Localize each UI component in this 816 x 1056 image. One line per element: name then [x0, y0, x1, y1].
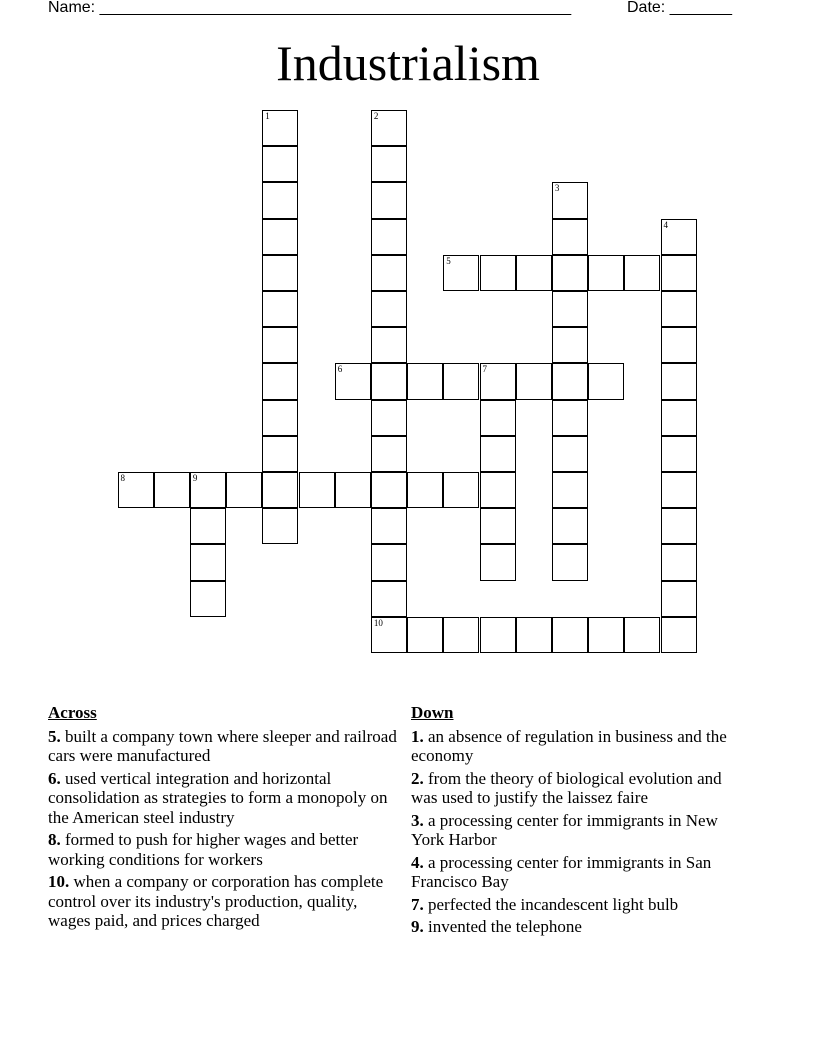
clue-text: a processing center for immigrants in San Francisco Bay	[411, 852, 712, 891]
grid-cell[interactable]	[552, 255, 588, 291]
grid-cell[interactable]	[661, 327, 697, 363]
cell-number: 2	[373, 111, 379, 121]
grid-cell[interactable]	[661, 508, 697, 544]
grid-cell[interactable]	[624, 255, 660, 291]
cell-number: 1	[265, 111, 270, 121]
clue-number: 6.	[48, 768, 61, 788]
grid-cell[interactable]	[588, 255, 624, 291]
grid-cell[interactable]	[299, 472, 335, 508]
grid-cell[interactable]	[480, 363, 516, 399]
clue-text: used vertical integration and horizontal consolidation as strategies to form a monopoly on the American steel industry	[48, 768, 388, 827]
grid-cell[interactable]	[190, 544, 226, 580]
date-field[interactable]: Date: _______	[627, 0, 732, 16]
clue-across-10	[48, 872, 398, 931]
clue-number: 8.	[48, 830, 61, 849]
grid-cell[interactable]	[262, 219, 298, 255]
grid-cell[interactable]	[226, 472, 262, 508]
grid-cell[interactable]	[262, 436, 298, 472]
clue-text: invented the telephone	[428, 917, 582, 936]
grid-cell[interactable]	[480, 472, 516, 508]
grid-cell[interactable]	[480, 544, 516, 580]
grid-cell[interactable]	[516, 255, 552, 291]
grid-cell[interactable]	[480, 617, 516, 653]
grid-cell[interactable]	[407, 363, 443, 399]
grid-cell[interactable]	[262, 400, 298, 436]
grid-cell[interactable]	[661, 544, 697, 580]
clue-across-8	[48, 830, 398, 869]
grid-cell[interactable]	[552, 219, 588, 255]
grid-cell[interactable]	[371, 363, 407, 399]
across-heading: Across	[48, 703, 97, 722]
clue-number: 7.	[411, 894, 424, 914]
grid-cell[interactable]	[443, 255, 479, 291]
clue-text: formed to push for higher wages and better working conditions for workers	[48, 830, 359, 869]
grid-cell[interactable]	[262, 255, 298, 291]
grid-cell[interactable]	[588, 363, 624, 399]
grid-cell[interactable]	[118, 472, 154, 508]
grid-cell[interactable]	[371, 291, 407, 327]
clue-text: built a company town where sleeper and railroad cars were manufactured	[48, 726, 397, 765]
clue-down-3	[411, 811, 751, 850]
grid-cell[interactable]	[335, 363, 371, 399]
grid-cell[interactable]	[552, 544, 588, 580]
clue-number: 4.	[411, 852, 424, 872]
grid-cell[interactable]	[480, 255, 516, 291]
cell-number: 3	[554, 183, 560, 194]
grid-cell[interactable]	[552, 400, 588, 436]
grid-cell[interactable]	[661, 617, 697, 653]
grid-cell[interactable]	[371, 581, 407, 617]
grid-cell[interactable]	[262, 182, 298, 218]
grid-cell[interactable]	[371, 617, 407, 653]
grid-cell[interactable]	[371, 255, 407, 291]
clue-number: 2.	[411, 768, 424, 788]
grid-cell[interactable]	[661, 400, 697, 436]
grid-cell[interactable]	[661, 581, 697, 617]
grid-cell[interactable]	[262, 146, 298, 182]
grid-cell[interactable]	[480, 508, 516, 544]
name-field[interactable]: Name: _____________________________________________________	[48, 0, 572, 16]
clue-across-6	[48, 769, 398, 828]
down-clues	[411, 703, 751, 940]
grid-cell[interactable]	[443, 617, 479, 653]
grid-cell[interactable]	[371, 472, 407, 508]
page-title: Industrialism	[276, 35, 540, 91]
across-clues	[48, 703, 398, 934]
grid-cell[interactable]	[407, 472, 443, 508]
down-heading: Down	[411, 703, 454, 722]
grid-cell[interactable]	[552, 291, 588, 327]
grid-cell[interactable]	[371, 508, 407, 544]
grid-cell[interactable]	[443, 363, 479, 399]
grid-cell[interactable]	[371, 544, 407, 580]
clue-number: 5.	[48, 726, 61, 746]
grid-cell[interactable]	[661, 219, 697, 255]
grid-cell[interactable]	[624, 617, 660, 653]
grid-cell[interactable]	[443, 472, 479, 508]
grid-cell[interactable]	[552, 472, 588, 508]
grid-cell[interactable]	[371, 436, 407, 472]
cell-number: 7	[482, 364, 487, 375]
cell-number: 8	[120, 473, 125, 483]
grid-cell[interactable]	[552, 182, 588, 218]
grid-cell[interactable]	[190, 581, 226, 617]
grid-cell[interactable]	[661, 363, 697, 399]
grid-cell[interactable]	[262, 110, 298, 146]
clue-down-7	[411, 895, 751, 915]
grid-cell[interactable]	[371, 219, 407, 255]
clue-across-5	[48, 727, 398, 766]
cell-number: 4	[663, 219, 668, 230]
cell-number: 9	[192, 473, 198, 483]
grid-cell[interactable]	[262, 508, 298, 544]
grid-cell[interactable]	[335, 472, 371, 508]
grid-cell[interactable]	[552, 436, 588, 472]
cell-number: 10	[373, 617, 383, 628]
grid-cell[interactable]	[262, 291, 298, 327]
clue-number: 10.	[48, 872, 70, 891]
clue-number: 3.	[411, 810, 424, 830]
grid-cell[interactable]	[552, 363, 588, 399]
grid-cell[interactable]	[407, 617, 443, 653]
clue-number: 1.	[411, 726, 424, 746]
grid-cell[interactable]	[552, 508, 588, 544]
clue-text: when a company or corporation has complete control over its industry's production, quality, wages paid, and prices charged	[48, 872, 384, 930]
clue-text: perfected the incandescent light bulb	[428, 894, 679, 914]
grid-cell[interactable]	[371, 400, 407, 436]
grid-cell[interactable]	[262, 363, 298, 399]
grid-cell[interactable]	[516, 617, 552, 653]
grid-cell[interactable]	[262, 327, 298, 363]
grid-cell[interactable]	[661, 472, 697, 508]
clue-number: 9.	[411, 917, 424, 936]
clue-down-2	[411, 769, 751, 808]
grid-cell[interactable]	[552, 327, 588, 363]
grid-cell[interactable]	[661, 255, 697, 291]
grid-cell[interactable]	[516, 363, 552, 399]
clue-down-4	[411, 853, 751, 892]
grid-cell[interactable]	[262, 472, 298, 508]
grid-cell[interactable]	[588, 617, 624, 653]
grid-cell[interactable]	[371, 327, 407, 363]
grid-cell[interactable]	[661, 291, 697, 327]
grid-cell[interactable]	[371, 110, 407, 146]
clue-down-1	[411, 727, 751, 766]
grid-cell[interactable]	[190, 508, 226, 544]
clue-text: an absence of regulation in business and the economy	[411, 726, 727, 765]
grid-cell[interactable]	[661, 436, 697, 472]
grid-cell[interactable]	[371, 146, 407, 182]
cell-number: 6	[337, 364, 343, 375]
grid-cell[interactable]	[480, 436, 516, 472]
grid-cell[interactable]	[190, 472, 226, 508]
cell-number: 5	[446, 255, 451, 266]
grid-cell[interactable]	[552, 617, 588, 653]
grid-cell[interactable]	[480, 400, 516, 436]
grid-cell[interactable]	[371, 182, 407, 218]
clue-text: from the theory of biological evolution and was used to justify the laissez faire	[411, 768, 722, 807]
clue-text: a processing center for immigrants in New York Harbor	[411, 810, 718, 849]
grid-cell[interactable]	[154, 472, 190, 508]
clue-down-9	[411, 917, 751, 937]
